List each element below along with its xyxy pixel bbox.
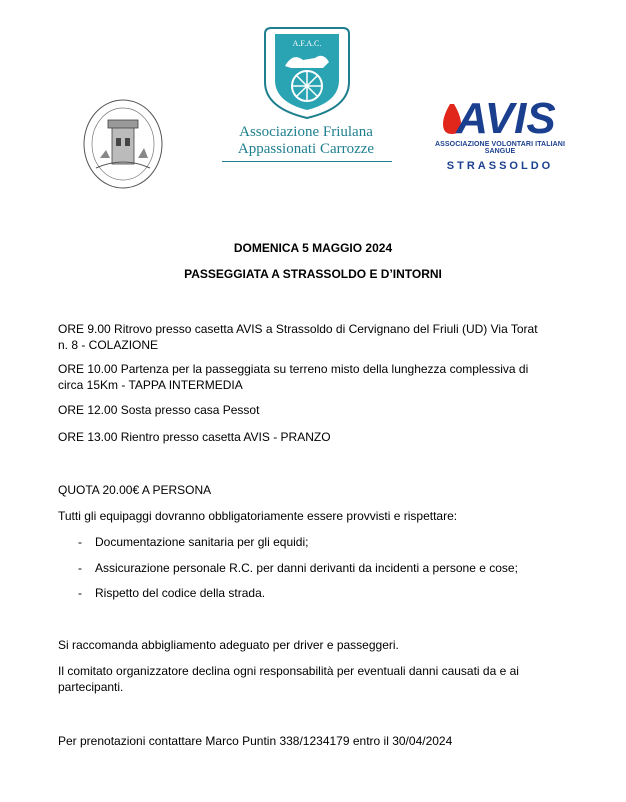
requirements-intro: Tutti gli equipaggi dovranno obbligatoriamente essere provvisti e rispettare: <box>58 509 458 523</box>
schedule-item-line: ORE 13.00 Rientro presso casetta AVIS - PRANZO <box>58 430 331 444</box>
bullet-dash: - <box>78 561 82 575</box>
schedule-item-line: n. 8 - COLAZIONE <box>58 338 159 352</box>
afac-abbr: A.F.A.C. <box>292 39 322 48</box>
disclaimer-line: partecipanti. <box>58 680 124 694</box>
booking-text: Per prenotazioni contattare Marco Puntin 338/1234179 entro il 30/04/2024 <box>58 734 453 748</box>
disclaimer-text <box>58 663 519 695</box>
requirement-item: Assicurazione personale R.C. per danni derivanti da incidenti a persone e cose; <box>95 561 518 575</box>
avis-subtitle: ASSOCIAZIONE VOLONTARI ITALIANI SANGUE <box>434 141 565 155</box>
fee-text: QUOTA 20.00€ A PERSONA <box>58 483 212 497</box>
schedule-item-line: ORE 9.00 Ritrovo presso casetta AVIS a Strassoldo di Cervignano del Friuli (UD) Via Torat <box>58 322 538 336</box>
afac-name <box>208 124 404 158</box>
bullet-dash: - <box>78 535 82 549</box>
avis-town: STRASSOLDO <box>446 160 554 172</box>
bullet-dash: - <box>78 586 82 600</box>
afac-underline <box>222 161 392 162</box>
schedule-item <box>58 429 331 445</box>
event-date: DOMENICA 5 MAGGIO 2024 <box>233 241 393 255</box>
requirement-item: Rispetto del codice della strada. <box>95 586 266 600</box>
schedule-item-line: ORE 10.00 Partenza per la passeggiata su terreno misto della lunghezza complessiva di <box>58 362 529 376</box>
event-title: PASSEGGIATA A STRASSOLDO E D’INTORNI <box>184 267 442 281</box>
disclaimer-line: Il comitato organizzatore declina ogni responsabilità per eventuali danni causati da e ai <box>58 664 519 678</box>
schedule-item-line: ORE 12.00 Sosta presso casa Pessot <box>58 403 260 417</box>
avis-wordmark: AVIS <box>456 96 556 138</box>
avis-logo <box>440 96 562 138</box>
requirement-item: Documentazione sanitaria per gli equidi; <box>95 535 309 549</box>
schedule-item <box>58 361 528 393</box>
schedule-item <box>58 402 259 418</box>
afac-name-line2: Appassionati Carrozze <box>237 141 375 157</box>
afac-badge-logo <box>263 22 351 120</box>
schedule-item <box>58 321 538 353</box>
schedule-item-line: circa 15Km - TAPPA INTERMEDIA <box>58 378 243 392</box>
borgo-seal-logo <box>82 98 164 190</box>
recommendation-text: Si raccomanda abbigliamento adeguato per driver e passeggeri. <box>58 638 399 652</box>
afac-name-line1: Associazione Friulana <box>239 124 373 140</box>
